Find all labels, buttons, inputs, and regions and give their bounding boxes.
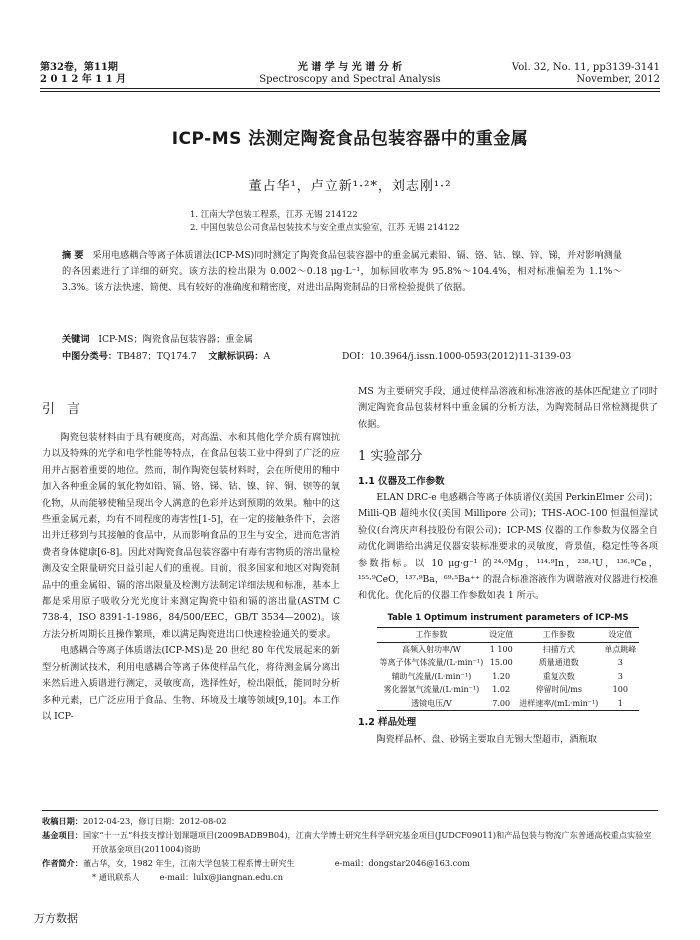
table-cell: 单点跳峰: [604, 644, 637, 654]
keywords-label: 关键词: [62, 334, 90, 345]
table-row: [377, 670, 640, 684]
table-header-cell: 工作参数: [542, 630, 575, 640]
table-row: [377, 642, 640, 656]
table-cell: 重复次数: [542, 671, 575, 681]
abstract-text: 采用电感耦合等离子体质谱法(ICP-MS)同时测定了陶瓷食品包装容器中的重金属元素铅、镉、铬、钴、镍、锌、锑，并对影响测量的各因素进行了详细的研究。该方法的检出限为 0.002～0.18 μg·L⁻¹，加标回收率为 95.8%～104.4%，相对标准偏差为 1.1%～3.3%。该方法快速、简便、具有较好的准确度和精密度，对进出品陶瓷制品的日常检验提供了依据。: [62, 250, 623, 293]
table-header-cell: 设定值: [489, 630, 514, 640]
author-email[interactable]: e-mail：dongstar2046@163.com: [334, 858, 470, 868]
table-row: [377, 683, 640, 697]
table-cell: 3: [617, 671, 623, 681]
corresponding-label: * 通讯联系人: [92, 872, 140, 882]
table-cell: 1.02: [492, 685, 511, 695]
table-cell: 雾化器氩气流量/(L·min⁻¹): [383, 685, 480, 695]
paper-title: ICP-MS 法测定陶瓷食品包装容器中的重金属: [171, 129, 529, 149]
clc-label: 中图分类号：: [62, 351, 118, 362]
header-month: November, 2012: [576, 74, 660, 85]
table-cell: 高频入射功率/W: [401, 644, 461, 654]
instrument-paragraph: ELAN DRC-e 电感耦合等离子体质谱仪(美国 PerkinElmer 公司)；Milli-QB 超纯水仪(美国 Millipore 公司)；THS-AOC-100 恒温恒湿试验仪(台湾庆声科技股份有限公司)；ICP-MS 仪器的工作参数为仪器全自动优化调谐给出满足仪器安装标准要求的灵敏度，背景值，稳定性等各项参数指标。以 10 μg·g⁻¹ 的²⁴·⁰Mg，¹¹⁴·⁹In，²³⁸·¹U，¹³⁶·⁹Ce，¹⁵⁵·⁹CeO，¹³⁷·⁹Ba，⁶⁹·⁵Ba⁺⁺ 的混合标准溶液作为调谐液对仪器进行校准和优化。优化后的仪器工作参数如表 1 所示。: [358, 492, 658, 602]
right-column: [358, 384, 658, 748]
author-bio: 董占华，女，1982 年生，江南大学包装工程系博士研究生: [82, 858, 295, 868]
table-header-row: [377, 628, 640, 643]
corresponding-email[interactable]: e-mail：lulx@jiangnan.edu.cn: [159, 872, 284, 882]
affiliation-2: 2. 中国包装总公司食品包装技术与安全重点实验室，江苏 无锡 214122: [190, 223, 460, 233]
section-1-heading: 1 实验部分: [358, 449, 423, 465]
wanfang-watermark: 万方数据: [34, 912, 78, 925]
classification: [62, 349, 642, 365]
table-cell: 等离子体气体流量/(L·min⁻¹): [379, 658, 484, 668]
table-row: [377, 697, 640, 711]
table-cell: 扫描方式: [542, 644, 575, 654]
table-cell: 100: [612, 685, 628, 695]
header-rule-bottom: [40, 91, 660, 92]
table-cell: 3: [617, 658, 623, 668]
header-volume-issue: 第32卷，第11期: [40, 62, 118, 73]
table-cell: 质量通道数: [538, 658, 579, 668]
keywords: [62, 332, 253, 348]
table-cell: 1.20: [492, 671, 511, 681]
abstract-label: 摘 要: [62, 250, 84, 261]
table-cell: 7.00: [492, 698, 511, 708]
intro-paragraph-1: 陶瓷包装材料由于具有硬度高，对高温、水和其他化学介质有腐蚀抗力以及特殊的光学和电学性能等特点，在食品包装工业中得到了广泛的应用并占据着重要的地位。然而，制作陶瓷包装材料时，会在所使用的釉中加入各种重金属的氧化物如铅、镉、铬、锑、钴、镍、锌、铜、钡等的氧化物，从而能够使釉呈现出令人满意的色彩并达到预期的效果。釉中的这些重金属元素，均有不同程度的毒害性[1-5]，在一定的接触条件下，会溶出并迁移到与其接触的食品中，从而影响食品的卫生与安全，进而危害消费者身体健康[6-8]。因此对陶瓷食品包装容器中有毒有害物质的溶出量检测及安全限量研究日益引起人们的重视。目前，很多国家和地区对陶瓷制品中的重金属铅、镉的溶出限量及检测方法制定详细法规和标准，基本上都是采用原子吸收分光光度计来测定陶瓷中铅和镉的溶出量(ASTM C 738-4，ISO 8391-1-1986，84/500/EEC，GB/T 3534—2002)。该方法分析周期长且操作繁琐，难以满足陶瓷进出口快速检验通关的要求。: [42, 432, 340, 640]
abstract: [62, 248, 622, 296]
affiliation-1: 1. 江南大学包装工程系，江苏 无锡 214122: [190, 210, 358, 220]
footnote-author: [42, 856, 658, 870]
table-header-cell: 设定值: [608, 630, 633, 640]
affiliations: [190, 209, 460, 235]
keywords-text: ICP-MS；陶瓷食品包装容器；重金属: [98, 334, 253, 345]
table-cell: 进样速率/(mL·min⁻¹): [519, 698, 599, 708]
table-cell: 1 100: [489, 644, 513, 654]
table-cell: 停留时间/ms: [535, 685, 582, 695]
footnote-fund: [42, 828, 658, 856]
subsection-1-2: 1.2 样品处理: [358, 717, 417, 729]
table-cell: 1: [617, 698, 623, 708]
sample-paragraph: 陶瓷样品杯、盘、砂锅主要取自无锡大型超市，酒瓶取: [376, 733, 597, 745]
header-rule-top: [40, 88, 660, 89]
table-cell: 透镜电压/V: [411, 698, 452, 708]
author-label: 作者简介：: [42, 858, 83, 868]
doc-code-label: 文献标识码：: [208, 351, 264, 362]
table-header-cell: 工作参数: [415, 630, 448, 640]
left-column: [42, 430, 340, 725]
received-label: 收稿日期：: [42, 816, 83, 826]
received-dates: 2012-04-23，修订日期：2012-08-02: [82, 816, 227, 826]
footnotes: [42, 814, 658, 884]
fund-text: 国家“十一五”科技支撑计划课题项目(2009BADB9B04)，江南大学博士研究生科学研究基金项目(JUDCF09011)和产品包装与物流广东普通高校重点实验室开放基金项目(2011004)资助: [82, 830, 652, 854]
header-vol-pages: Vol. 32, No. 11, pp3139-3141: [511, 62, 660, 73]
intro-continued: MS 为主要研究手段，通过使样品溶液和标准溶液的基体匹配建立了同时测定陶瓷食品包装材料中重金属的分析方法，为陶瓷制品日常检测提供了依据。: [358, 386, 658, 430]
header-citation: [512, 62, 660, 86]
header-journal-en: Spectroscopy and Spectral Analysis: [259, 74, 441, 85]
paper-authors: 董占华¹，卢立新¹·²*，刘志刚¹·²: [248, 179, 452, 194]
header-journal-cn: 光 谱 学 与 光 谱 分 析: [297, 62, 403, 73]
header-date: 2 0 1 2 年 1 1 月: [40, 74, 127, 85]
table-cell: 15.00: [489, 658, 513, 668]
doi: DOI：10.3964/j.issn.1000-0593(2012)11-3139-03: [342, 351, 572, 362]
doc-code-value: A: [263, 351, 271, 362]
table-cell: 辅助气流量/(L·min⁻¹): [391, 671, 472, 681]
footnote-received: [42, 814, 658, 828]
table-1: [377, 627, 640, 711]
section-introduction: 引 言: [42, 402, 85, 417]
footnote-rule: [42, 810, 658, 811]
table-row: [377, 656, 640, 670]
fund-label: 基金项目：: [42, 830, 83, 840]
header-journal: [200, 62, 500, 86]
footnote-corresponding: [42, 870, 658, 884]
table-1-caption: Table 1 Optimum instrument parameters of ICP-MS: [387, 611, 629, 622]
subsection-1-1: 1.1 仪器及工作参数: [358, 475, 445, 487]
header-volume: [40, 62, 126, 86]
intro-paragraph-2: 电感耦合等离子体质谱法(ICP-MS)是 20 世纪 80 年代发展起来的新型分析测试技术，利用电感耦合等离子体使样品气化，将待测金属分离出来然后进入质谱进行测定，灵敏度高，选择性好，检出限低，能同时分析多种元素，已广泛应用于食品、生物、环境及土壤等领域[9,10]。本工作以 ICP-: [42, 645, 340, 722]
clc-value: TB487；TQ174.7: [117, 351, 197, 362]
